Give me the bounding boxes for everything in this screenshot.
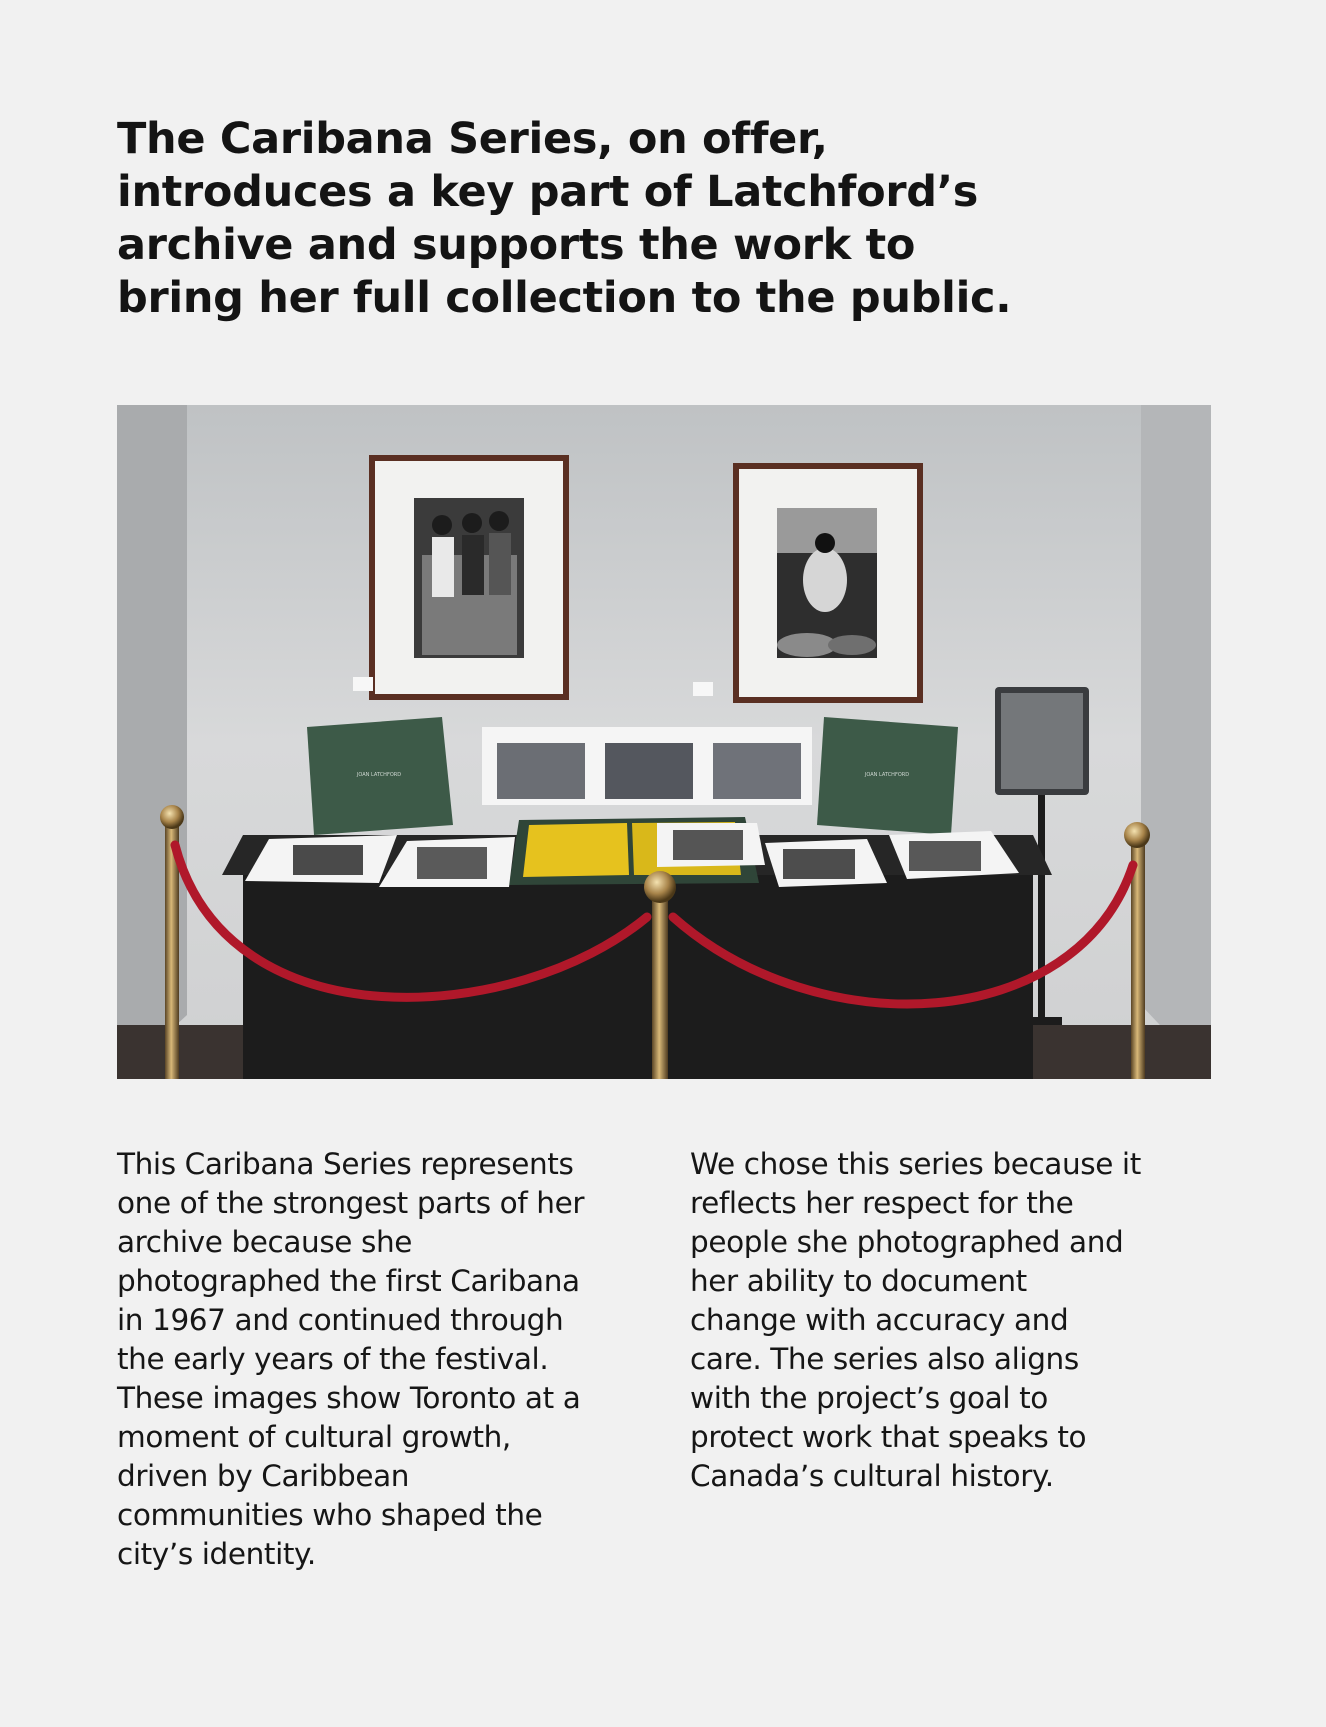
headline-line: The Caribana Series, on offer, [117, 114, 828, 164]
body-line: This Caribana Series represents [117, 1147, 574, 1181]
triptych-prints [482, 727, 812, 805]
body-line: in 1967 and continued through [117, 1303, 564, 1337]
body-line: people she photographed and [690, 1225, 1124, 1259]
headline-line: archive and supports the work to [117, 220, 916, 270]
body-line: care. The series also aligns [690, 1342, 1079, 1376]
body-line: change with accuracy and [690, 1303, 1069, 1337]
headline-line: introduces a key part of Latchford’s [117, 167, 979, 217]
wall-label-right [693, 682, 713, 696]
body-line: These images show Toronto at a [117, 1381, 581, 1415]
right-side-wall [1141, 405, 1211, 1079]
body-line: her ability to document [690, 1264, 1027, 1298]
body-line: with the project’s goal to [690, 1381, 1048, 1415]
exhibition-photo [117, 405, 1211, 1079]
body-line: city’s identity. [117, 1537, 316, 1571]
body-line: reflects her respect for the [690, 1186, 1074, 1220]
box-label-right: JOAN LATCHFORD [864, 772, 910, 778]
portfolio-box-right [817, 717, 958, 835]
body-line: photographed the first Caribana [117, 1264, 580, 1298]
body-line: driven by Caribbean [117, 1459, 410, 1493]
wall-label-left [353, 677, 373, 691]
headline-line: bring her full collection to the public. [117, 273, 1012, 323]
body-line: We chose this series because it [690, 1147, 1141, 1181]
body-line: Canada’s cultural history. [690, 1459, 1054, 1493]
body-line: protect work that speaks to [690, 1420, 1087, 1454]
framed-print-right [733, 463, 923, 703]
headline [117, 113, 1117, 325]
body-line: one of the strongest parts of her [117, 1186, 585, 1220]
portfolio-box-left [307, 717, 453, 835]
box-label-left: JOAN LATCHFORD [356, 772, 402, 778]
exhibition-scene [117, 405, 1211, 1079]
body-line: the early years of the festival. [117, 1342, 549, 1376]
body-column-left [117, 1145, 677, 1574]
body-line: archive because she [117, 1225, 413, 1259]
framed-print-left [369, 455, 569, 700]
body-line: moment of cultural growth, [117, 1420, 511, 1454]
body-column-right [690, 1145, 1250, 1496]
body-line: communities who shaped the [117, 1498, 543, 1532]
